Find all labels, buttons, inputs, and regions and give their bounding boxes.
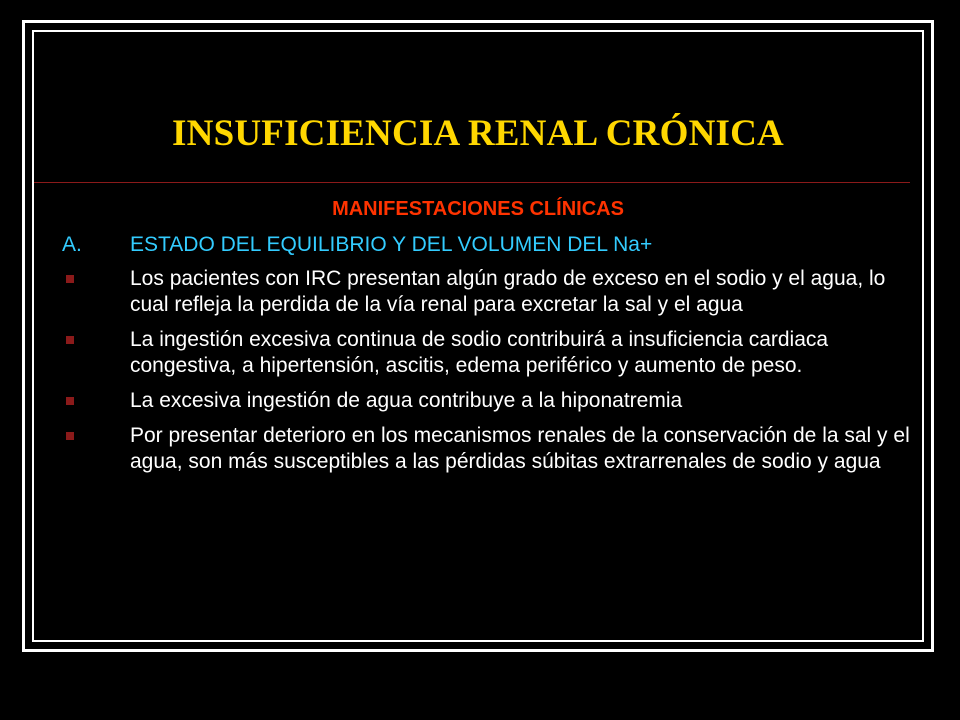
bullet-text: La ingestión excesiva continua de sodio contribuirá a insuficiencia cardiaca congestiva, a hipertensión, ascitis, edema periférico y aumento de peso. [130, 328, 829, 377]
slide-content [60, 232, 910, 484]
section-letter: A. [62, 233, 82, 256]
bullet-item [60, 327, 910, 379]
bullet-item [60, 388, 910, 414]
bullet-text: Por presentar deterioro en los mecanismos renales de la conservación de la sal y el agua, son más susceptibles a las pérdidas súbitas extrarrenales de sodio y agua [130, 424, 910, 473]
square-bullet-icon [66, 275, 74, 283]
section-heading [60, 232, 910, 258]
bullet-item [60, 266, 910, 318]
section-heading-text: ESTADO DEL EQUILIBRIO Y DEL VOLUMEN DEL Na+ [130, 233, 653, 256]
square-bullet-icon [66, 397, 74, 405]
bullet-item [60, 423, 910, 475]
square-bullet-icon [66, 336, 74, 344]
title-divider [34, 182, 910, 183]
slide-title: INSUFICIENCIA RENAL CRÓNICA [172, 113, 784, 154]
bullet-text: La excesiva ingestión de agua contribuye a la hiponatremia [130, 389, 683, 412]
bullet-text: Los pacientes con IRC presentan algún grado de exceso en el sodio y el agua, lo cual refleja la perdida de la vía renal para excretar la sal y el agua [130, 267, 886, 316]
slide-subtitle: MANIFESTACIONES CLÍNICAS [332, 198, 624, 220]
square-bullet-icon [66, 432, 74, 440]
